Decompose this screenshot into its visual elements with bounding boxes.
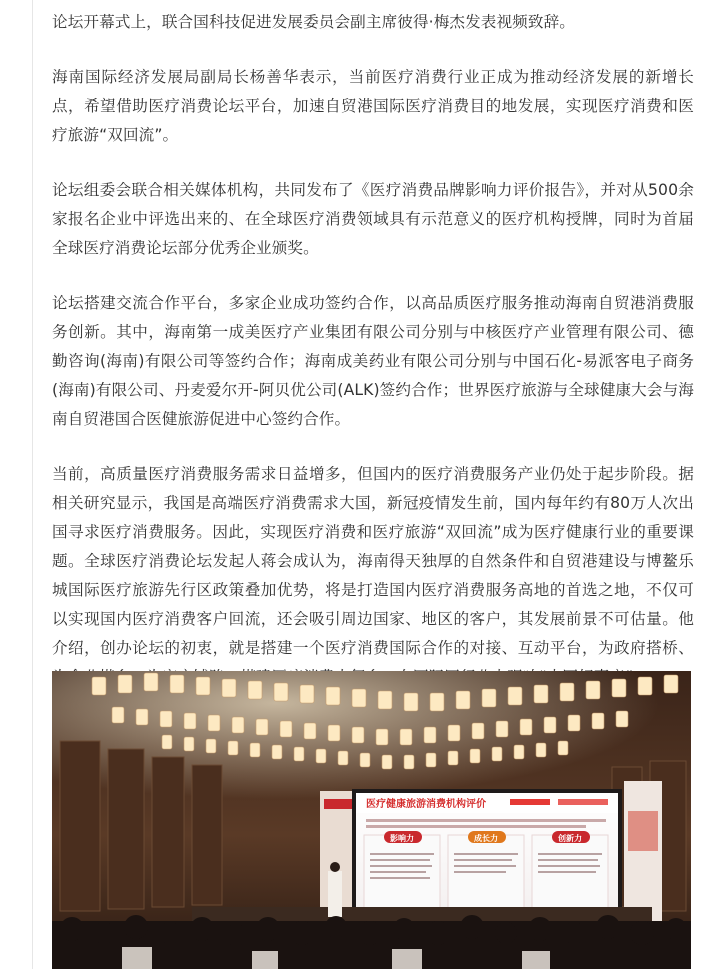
card-label-innovation: 创新力 <box>558 834 582 843</box>
paragraph-report-release: 论坛组委会联合相关媒体机构，共同发布了《医疗消费品牌影响力评价报告》，并对从500余家报名企业中评选出来的、在全球医疗消费领域具有示范意义的医疗机构授牌，同时为首届全球医疗消费论坛部分优秀企业颁奖。 <box>52 181 694 257</box>
content-left-border <box>32 0 33 969</box>
paragraph-market-outlook: 当前，高质量医疗消费服务需求日益增多，但国内的医疗消费服务产业仍处于起步阶段。据相关研究显示，我国是高端医疗消费需求大国，新冠疫情发生前，国内每年约有80万人次出国寻求医疗消费服务。因此，实现医疗消费和医疗旅游“双回流”成为医疗健康行业的重要课题。全球医疗消费论坛发起人蒋会成认为，海南得天独厚的自然条件和自贸港建设与博鳌乐城国际医疗旅游先行区政策叠加优势，将是打造国内医疗消费服务高地的首选之地，不仅可以实现国内医疗消费客户回流，还会吸引周边国家、地区的客户，其发展前景不可估量。他介绍，创办论坛的初衷，就是搭建一个医疗消费国际合作的对接、互动平台，为政府搭桥、 <box>52 465 694 657</box>
paragraph-official-remarks: 海南国际经济发展局副局长杨善华表示，当前医疗消费行业正成为推动经济发展的新增长点，希望借助医疗消费论坛平台，加速自贸港国际医疗消费目的地发展，实现医疗消费和医疗旅游“双回流”。 <box>52 68 694 144</box>
paragraph-opening-speech: 论坛开幕式上，联合国科技促进发展委员会副主席彼得·梅杰发表视频致辞。 <box>52 13 575 31</box>
card-label-influence: 影响力 <box>390 834 414 843</box>
article-body <box>52 8 694 718</box>
paragraph-signing-cooperation: 论坛搭建交流合作平台，多家企业成功签约合作，以高品质医疗服务推动海南自贸港消费服务创新。其中，海南第一成美医疗产业集团有限公司分别与中核医疗产业管理有限公司、德勤咨询(海南)有限公司等签约合作；海南成美药业有限公司分别与中国石化-易派客电子商务(海南)有限公司、丹麦爱尔开-阿贝优公司(ALK)签约合作；世界医疗旅游与全球健康大会与海南自贸港国合医健旅游促进中心签约合作。 <box>52 294 694 428</box>
card-label-growth: 成长力 <box>474 834 498 843</box>
conference-photo <box>52 671 691 969</box>
speaker-figure <box>328 871 342 917</box>
screen-title: 医疗健康旅游消费机构评价 <box>366 799 486 810</box>
